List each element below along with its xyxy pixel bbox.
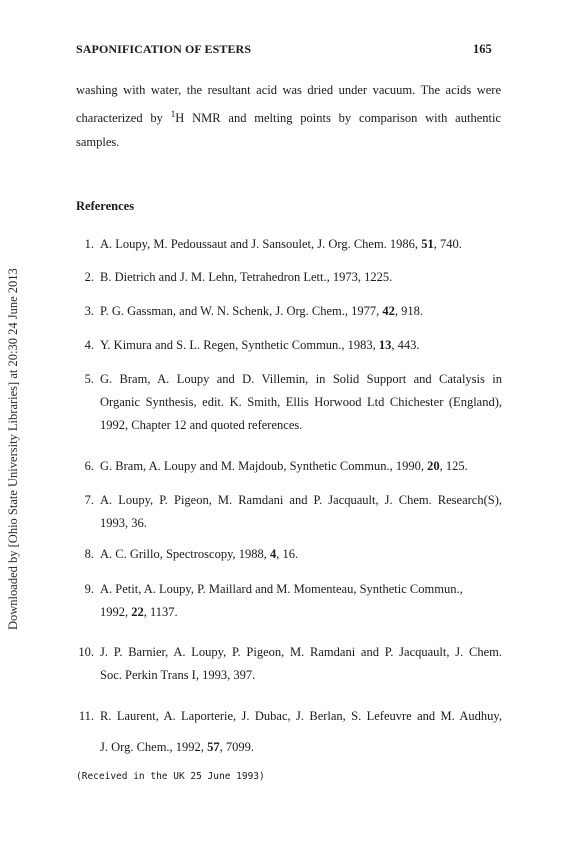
- reference-text: B. Dietrich and J. M. Lehn, Tetrahedron Lett., 1973, 1225.: [100, 270, 393, 284]
- superscript: 1: [170, 109, 176, 119]
- reference-number: 5.: [84, 372, 94, 386]
- reference-text: P. G. Gassman, and W. N. Schenk, J. Org. Chem., 1977, 42, 918.: [100, 304, 424, 318]
- page-number: 165: [473, 42, 492, 56]
- download-watermark: Downloaded by [Ohio State University Libraries] at 20:30 24 June 2013: [6, 268, 20, 630]
- reference-text: G. Bram, A. Loupy and D. Villemin, in Solid Support and Catalysis in Organic Synthesis, edit. K. Smith, Ellis Horwood Ltd Chichester (England), 1992, Chapter 12 and quoted references.: [100, 372, 502, 432]
- reference-text: R. Laurent, A. Laporterie, J. Dubac, J. Berlan, S. Lefeuvre and M. Audhuy, J. Org. Chem., 1992, 57, 7099.: [100, 709, 502, 754]
- reference-number: 9.: [84, 582, 94, 596]
- reference-text: A. Petit, A. Loupy, P. Maillard and M. Momenteau, Synthetic Commun., 1992, 22, 1137.: [100, 582, 463, 619]
- reference-text: J. P. Barnier, A. Loupy, P. Pigeon, M. Ramdani and P. Jacquault, J. Chem. Soc. Perkin Trans I, 1993, 397.: [100, 645, 502, 682]
- reference-text: A. C. Grillo, Spectroscopy, 1988, 4, 16.: [100, 547, 299, 561]
- reference-number: 11.: [78, 709, 94, 723]
- reference-number: 10.: [78, 645, 94, 659]
- reference-number: 1.: [84, 237, 94, 251]
- reference-number: 7.: [84, 493, 94, 507]
- intro-line-2: characterized by $^1$H NMR and melting points by comparison with authentic: [76, 109, 501, 126]
- reference-text: A. Loupy, P. Pigeon, M. Ramdani and P. Jacquault, J. Chem. Research(S), 1993, 36.: [100, 493, 502, 530]
- intro-line-3: samples.: [76, 135, 120, 150]
- reference-text: Y. Kimura and S. L. Regen, Synthetic Commun., 1983, 13, 443.: [100, 338, 420, 352]
- intro-line-1: washing with water, the resultant acid was dried under vacuum. The acids were: [76, 83, 501, 97]
- intro-paragraph: [76, 78, 501, 154]
- received-note: (Received in the UK 25 June 1993): [76, 771, 265, 782]
- reference-text: A. Loupy, M. Pedoussaut and J. Sansoulet, J. Org. Chem. 1986, 51, 740.: [100, 237, 462, 251]
- reference-number: 2.: [84, 270, 94, 284]
- reference-number: 6.: [84, 459, 94, 473]
- reference-number: 8.: [84, 547, 94, 561]
- references-heading: References: [76, 199, 135, 213]
- reference-text: G. Bram, A. Loupy and M. Majdoub, Synthetic Commun., 1990, 20, 125.: [100, 459, 468, 473]
- reference-number: 4.: [84, 338, 94, 352]
- reference-number: 3.: [84, 304, 94, 318]
- running-header: SAPONIFICATION OF ESTERS: [76, 42, 252, 56]
